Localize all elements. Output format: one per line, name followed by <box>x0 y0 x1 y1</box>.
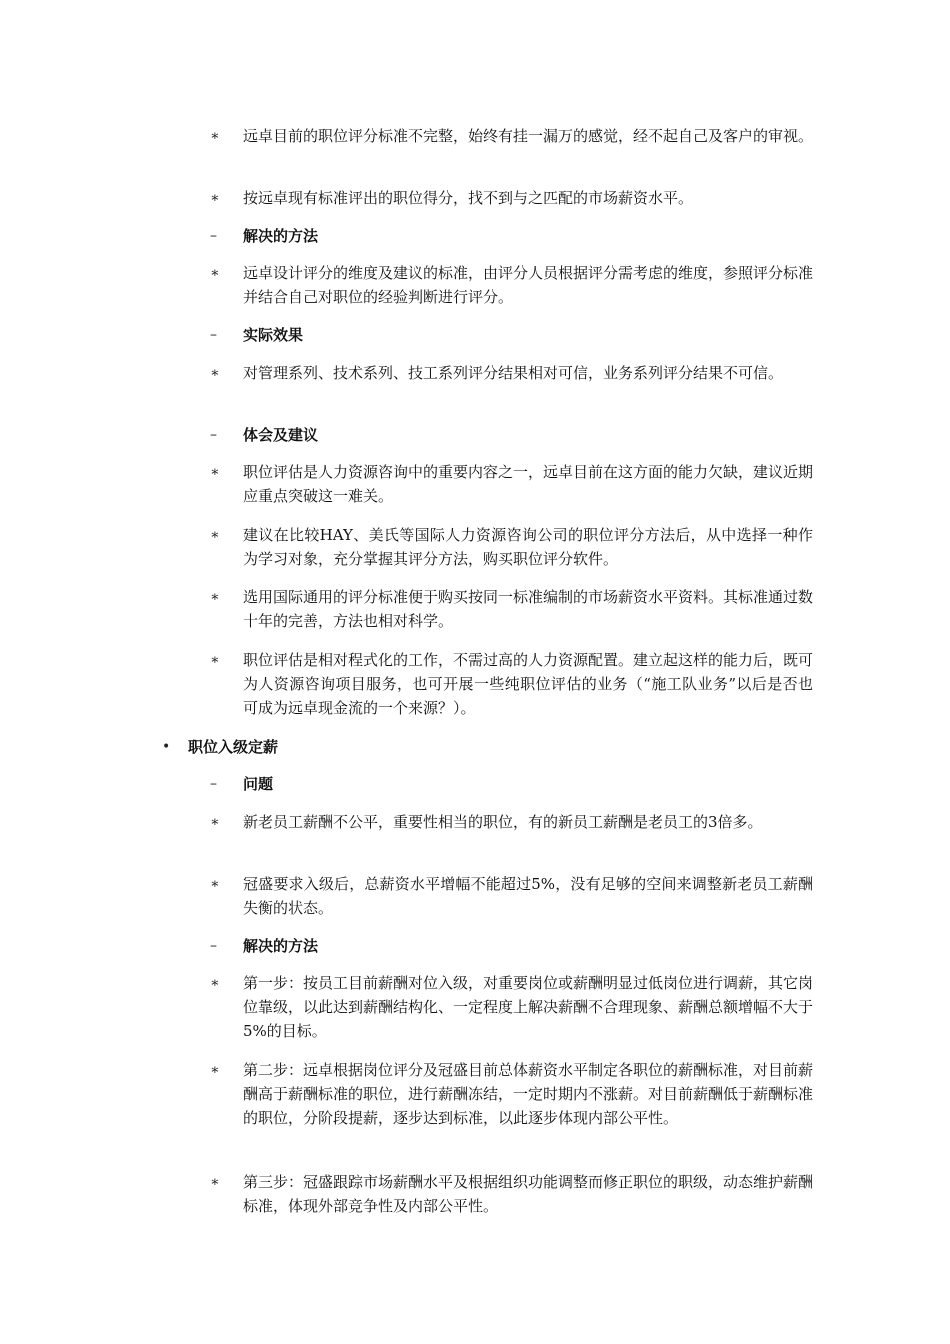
subheading-text: 体会及建议 <box>243 426 319 444</box>
asterisk-bullet-icon: ∗ <box>210 589 220 605</box>
asterisk-bullet-icon: ∗ <box>210 527 220 543</box>
dash-bullet-icon: – <box>210 327 217 343</box>
subheading-text: 解决的方法 <box>243 937 319 955</box>
asterisk-bullet-icon: ∗ <box>210 814 220 830</box>
item-text: 冠盛要求入级后，总薪资水平增幅不能超过5%，没有足够的空间来调整新老员工薪酬失衡的状态。 <box>243 875 813 917</box>
item-text: 第二步：远卓根据岗位评分及冠盛目前总体薪资水平制定各职位的薪酬标准，对目前薪酬高于薪酬标准的职位，进行薪酬冻结，一定时期内不涨薪。对目前薪酬低于薪酬标准的职位，分阶段提薪，逐步达到标准，以此逐步体现内部公平性。 <box>243 1061 814 1127</box>
asterisk-bullet-icon: ∗ <box>210 128 220 144</box>
subheading-text: 实际效果 <box>243 326 304 344</box>
item-text: 职位评估是相对程式化的工作，不需过高的人力资源配置。建立起这样的能力后，既可为人资源咨询项目服务，也可开展一些纯职位评估的业务（“施工队业务”以后是否也可成为远卓现金流的一个来源？）。 <box>243 651 814 717</box>
dash-bullet-icon: – <box>210 776 217 792</box>
dash-bullet-icon: – <box>210 228 217 244</box>
asterisk-bullet-icon: ∗ <box>210 1174 220 1190</box>
dash-bullet-icon: – <box>210 427 217 443</box>
subheading-text: 解决的方法 <box>243 227 319 245</box>
asterisk-bullet-icon: ∗ <box>210 1062 220 1078</box>
subheading-text: 问题 <box>243 775 274 793</box>
dot-bullet-icon: • <box>162 739 171 755</box>
dash-bullet-icon: – <box>210 938 217 954</box>
item-text: 按远卓现有标准评出的职位得分，找不到与之匹配的市场薪资水平。 <box>243 189 694 207</box>
item-text: 建议在比较HAY、美氏等国际人力资源咨询公司的职位评分方法后，从中选择一种作为学习对象，充分掌握其评分方法，购买职位评分软件。 <box>243 526 813 568</box>
asterisk-bullet-icon: ∗ <box>210 975 220 991</box>
item-text: 远卓目前的职位评分标准不完整，始终有挂一漏万的感觉，经不起自己及客户的审视。 <box>243 127 814 145</box>
item-text: 选用国际通用的评分标准便于购买按同一标准编制的市场薪资水平资料。其标准通过数十年的完善，方法也相对科学。 <box>243 588 814 630</box>
item-text: 远卓设计评分的维度及建议的标准，由评分人员根据评分需考虑的维度，参照评分标准并结合自己对职位的经验判断进行评分。 <box>243 264 814 306</box>
item-text: 第三步：冠盛跟踪市场薪酬水平及根据组织功能调整而修正职位的职级，动态维护薪酬标准，体现外部竞争性及内部公平性。 <box>243 1173 814 1215</box>
item-text: 对管理系列、技术系列、技工系列评分结果相对可信，业务系列评分结果不可信。 <box>243 364 784 382</box>
item-text: 新老员工薪酬不公平，重要性相当的职位，有的新员工薪酬是老员工的3倍多。 <box>243 813 763 831</box>
item-text: 职位评估是人力资源咨询中的重要内容之一，远卓目前在这方面的能力欠缺，建议近期应重点突破这一难关。 <box>243 463 814 505</box>
asterisk-bullet-icon: ∗ <box>210 876 220 892</box>
asterisk-bullet-icon: ∗ <box>210 464 220 480</box>
asterisk-bullet-icon: ∗ <box>210 265 220 281</box>
asterisk-bullet-icon: ∗ <box>210 652 220 668</box>
section-heading-text: 职位入级定薪 <box>188 738 279 756</box>
item-text: 第一步：按员工目前薪酬对位入级，对重要岗位或薪酬明显过低岗位进行调薪，其它岗位靠级，以此达到薪酬结构化、一定程度上解决薪酬不合理现象、薪酬总额增幅不大于5%的目标。 <box>243 974 814 1040</box>
asterisk-bullet-icon: ∗ <box>210 190 220 206</box>
asterisk-bullet-icon: ∗ <box>210 365 220 381</box>
